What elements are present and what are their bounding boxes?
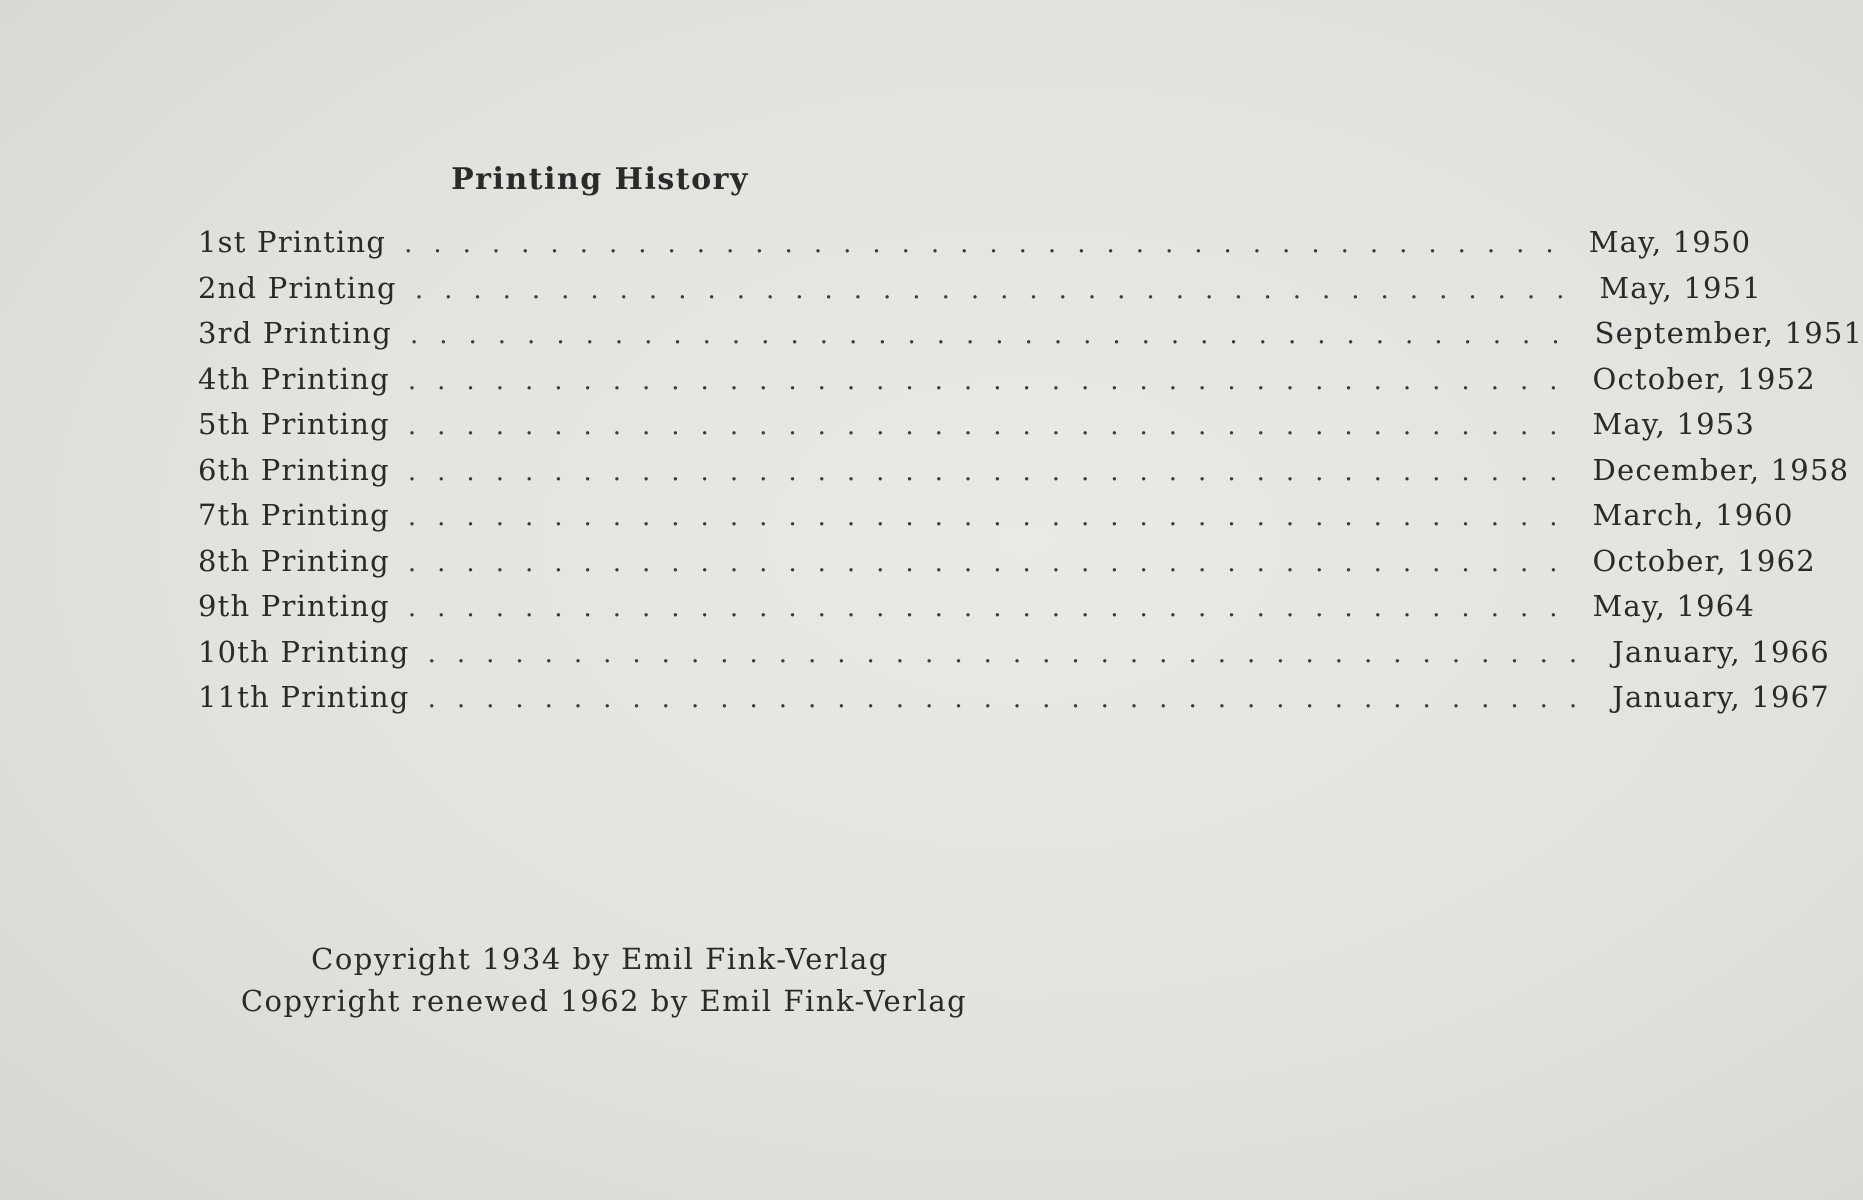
printing-label: 9th Printing [198, 589, 390, 623]
dot-leader: ........................................ [407, 502, 1579, 532]
dot-leader: ........................................ [407, 593, 1579, 623]
printing-label: 5th Printing [198, 407, 390, 441]
printing-row [198, 632, 1830, 678]
printing-label: 11th Printing [198, 680, 410, 714]
dot-leader: ........................................ [427, 638, 1599, 669]
printing-row [198, 404, 1756, 450]
printing-date: May, 1951 [1599, 270, 1762, 305]
printing-date: January, 1966 [1612, 634, 1830, 669]
dot-leader: ........................................ [427, 684, 1599, 714]
dot-leader: ........................................ [407, 547, 1579, 578]
dot-leader: ........................................ [410, 320, 1581, 350]
printing-row [198, 313, 1863, 359]
printing-date: January, 1967 [1612, 680, 1830, 714]
printing-row [198, 268, 1762, 314]
dot-leader: ........................................ [407, 456, 1579, 487]
printing-row [198, 222, 1752, 268]
copyright-renewed-line: Copyright renewed 1962 by Emil Fink-Verlag [240, 984, 968, 1018]
printing-row [198, 677, 1830, 723]
printing-label: 2nd Printing [198, 270, 397, 305]
printing-label: 3rd Printing [198, 316, 392, 350]
printing-date: December, 1958 [1592, 452, 1850, 487]
printing-label: 8th Printing [198, 543, 390, 578]
printing-date: May, 1964 [1592, 589, 1756, 623]
printing-date: May, 1950 [1588, 225, 1752, 259]
printing-label: 7th Printing [198, 498, 390, 532]
page-title: Printing History [451, 162, 749, 198]
printing-row [198, 541, 1816, 587]
printing-label: 4th Printing [198, 361, 390, 396]
printing-row [198, 495, 1794, 541]
printing-history-list [198, 222, 1863, 723]
printing-date: September, 1951 [1594, 316, 1863, 350]
dot-leader: ........................................ [407, 411, 1579, 441]
printing-date: March, 1960 [1592, 498, 1794, 532]
printing-label: 1st Printing [198, 225, 387, 259]
copyright-notice [0, 938, 1200, 1022]
copyright-line: Copyright 1934 by Emil Fink-Verlag [311, 942, 889, 976]
printing-date: October, 1952 [1592, 361, 1816, 396]
dot-leader: ........................................ [404, 229, 1575, 259]
printing-date: October, 1962 [1592, 543, 1816, 578]
printing-date: May, 1953 [1592, 407, 1756, 441]
printing-row [198, 359, 1816, 405]
dot-leader: ........................................ [414, 274, 1586, 305]
printing-label: 6th Printing [198, 452, 390, 487]
printing-label: 10th Printing [198, 634, 410, 669]
printing-row [198, 450, 1850, 496]
printing-row [198, 586, 1756, 632]
dot-leader: ........................................ [407, 365, 1579, 396]
